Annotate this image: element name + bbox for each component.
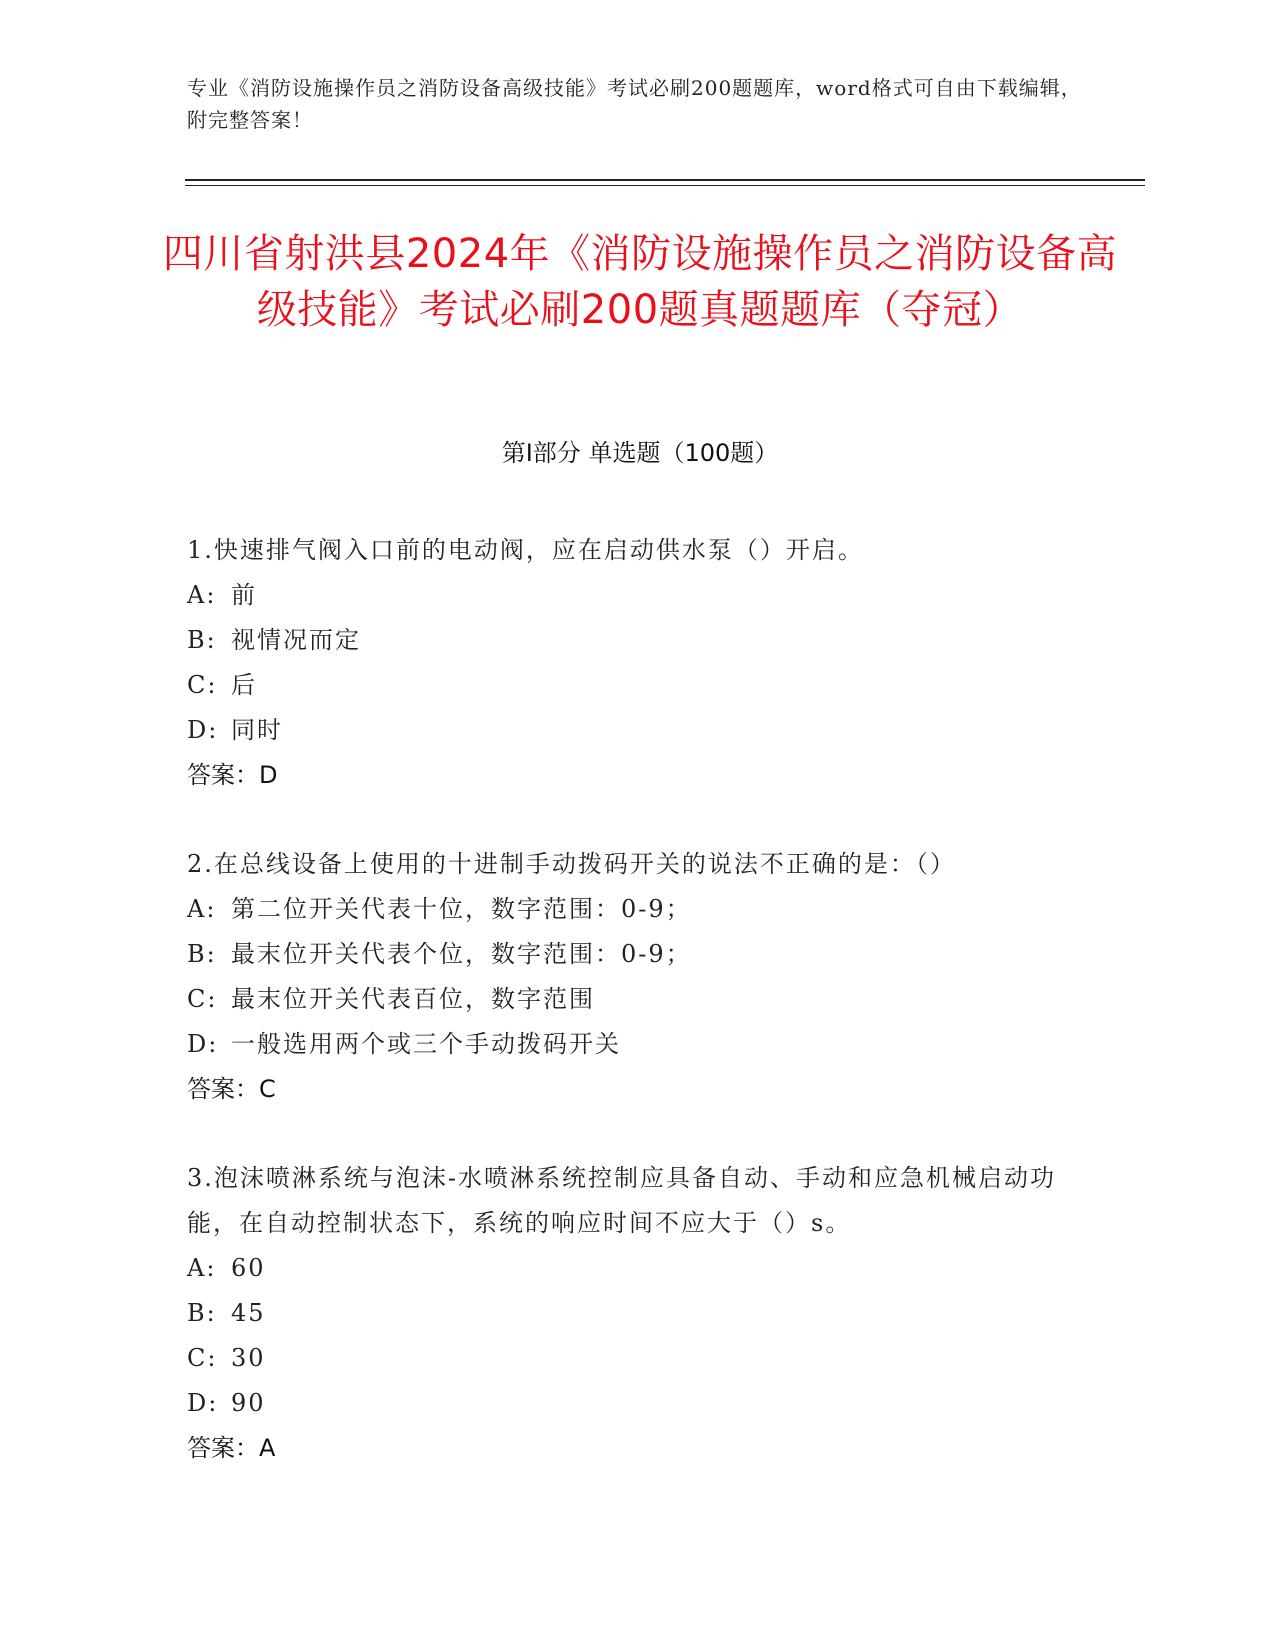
option-text: 30 xyxy=(231,1344,266,1372)
answer: 答案：A xyxy=(187,1434,276,1462)
option-text: 视情况而定 xyxy=(231,626,361,654)
option-text: 一般选用两个或三个手动拨码开关 xyxy=(231,1030,621,1058)
option-text: 最末位开关代表百位，数字范围 xyxy=(231,985,595,1013)
option-key: C: xyxy=(187,671,218,699)
question-stem: 3.泡沫喷淋系统与泡沫-水喷淋系统控制应具备自动、手动和应急机械启动功能，在自动控制状态下，系统的响应时间不应大于（）s。 xyxy=(187,1164,1057,1237)
question-stem: 2.在总线设备上使用的十进制手动拨码开关的说法不正确的是：（） xyxy=(187,850,956,878)
document-title: 四川省射洪县2024年《消防设施操作员之消防设备高级技能》考试必刷200题真题题库（夺冠） xyxy=(162,231,1118,333)
option-key: B: xyxy=(187,626,217,654)
option-c xyxy=(187,1336,1087,1381)
option-c xyxy=(187,977,1087,1022)
option-text: 第二位开关代表十位，数字范围：0-9； xyxy=(231,895,692,923)
header-note: 专业《消防设施操作员之消防设备高级技能》考试必刷200题题库，word格式可自由下载编辑，附完整答案！ xyxy=(187,76,1082,132)
header-divider-thick xyxy=(185,179,1145,181)
option-text: 最末位开关代表个位，数字范围：0-9； xyxy=(231,940,692,968)
option-b xyxy=(187,618,1087,663)
option-text: 45 xyxy=(231,1299,266,1327)
answer: 答案：D xyxy=(187,761,278,789)
option-d xyxy=(187,1381,1087,1426)
option-a xyxy=(187,573,1087,618)
option-key: D: xyxy=(187,1389,219,1417)
option-text: 后 xyxy=(231,671,257,699)
option-key: A: xyxy=(187,1254,217,1282)
option-key: A: xyxy=(187,895,217,923)
option-text: 60 xyxy=(231,1254,266,1282)
question-2 xyxy=(187,842,1087,1112)
section-title: 第I部分 单选题（100题） xyxy=(501,439,779,467)
option-text: 前 xyxy=(231,581,257,609)
question-3 xyxy=(187,1156,1087,1471)
option-text: 90 xyxy=(231,1389,266,1417)
option-key: A: xyxy=(187,581,217,609)
option-key: C: xyxy=(187,1344,218,1372)
option-key: C: xyxy=(187,985,218,1013)
option-c xyxy=(187,663,1087,708)
option-b xyxy=(187,932,1087,977)
header-divider-thin xyxy=(185,185,1145,186)
option-text: 同时 xyxy=(231,716,283,744)
option-key: D: xyxy=(187,716,219,744)
option-a xyxy=(187,1246,1087,1291)
option-key: B: xyxy=(187,940,217,968)
question-stem: 1.快速排气阀入口前的电动阀，应在启动供水泵（）开启。 xyxy=(187,536,864,564)
option-d xyxy=(187,1022,1087,1067)
option-d xyxy=(187,708,1087,753)
question-list xyxy=(187,528,1087,1515)
option-key: B: xyxy=(187,1299,217,1327)
question-1 xyxy=(187,528,1087,798)
answer: 答案：C xyxy=(187,1075,276,1103)
option-a xyxy=(187,887,1087,932)
option-key: D: xyxy=(187,1030,219,1058)
option-b xyxy=(187,1291,1087,1336)
